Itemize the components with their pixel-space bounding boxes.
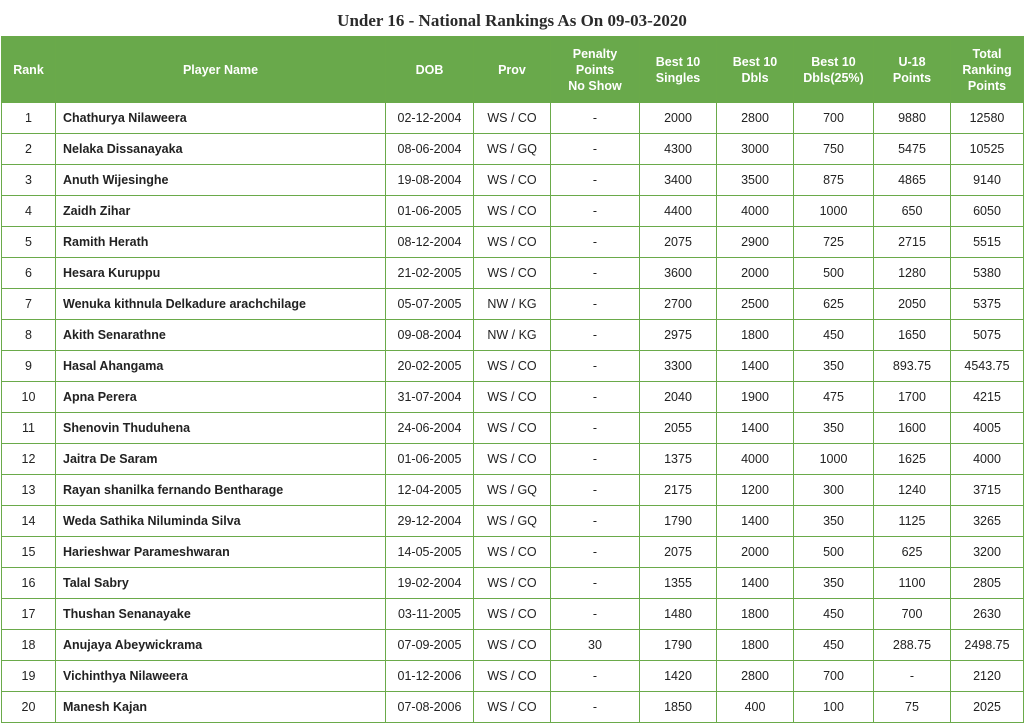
u18-points-cell: 1280 bbox=[874, 258, 951, 289]
best10-singles-cell: 1850 bbox=[640, 692, 717, 723]
prov-cell: WS / CO bbox=[474, 103, 551, 134]
prov-cell: WS / GQ bbox=[474, 506, 551, 537]
best10-dbls25-cell: 1000 bbox=[794, 444, 874, 475]
player-name-cell: Harieshwar Parameshwaran bbox=[56, 537, 386, 568]
best10-dbls-cell: 4000 bbox=[717, 444, 794, 475]
best10-singles-cell: 1790 bbox=[640, 630, 717, 661]
rank-cell: 20 bbox=[2, 692, 56, 723]
total-points-cell: 6050 bbox=[951, 196, 1024, 227]
dob-cell: 09-08-2004 bbox=[386, 320, 474, 351]
player-name-cell: Wenuka kithnula Delkadure arachchilage bbox=[56, 289, 386, 320]
player-name-cell: Hesara Kuruppu bbox=[56, 258, 386, 289]
dob-cell: 29-12-2004 bbox=[386, 506, 474, 537]
best10-singles-cell: 2975 bbox=[640, 320, 717, 351]
best10-dbls25-cell: 100 bbox=[794, 692, 874, 723]
penalty-cell: - bbox=[551, 165, 640, 196]
dob-cell: 14-05-2005 bbox=[386, 537, 474, 568]
rank-cell: 2 bbox=[2, 134, 56, 165]
player-name-cell: Ramith Herath bbox=[56, 227, 386, 258]
best10-dbls-cell: 3500 bbox=[717, 165, 794, 196]
total-points-cell: 2805 bbox=[951, 568, 1024, 599]
total-points-cell: 5380 bbox=[951, 258, 1024, 289]
total-points-cell: 3265 bbox=[951, 506, 1024, 537]
table-row bbox=[2, 382, 1024, 413]
header-best10-dbls: Best 10 Dbls bbox=[717, 37, 794, 103]
best10-dbls25-cell: 500 bbox=[794, 537, 874, 568]
best10-dbls25-cell: 450 bbox=[794, 320, 874, 351]
best10-singles-cell: 2075 bbox=[640, 537, 717, 568]
total-points-cell: 3715 bbox=[951, 475, 1024, 506]
u18-points-cell: 650 bbox=[874, 196, 951, 227]
best10-dbls25-cell: 625 bbox=[794, 289, 874, 320]
table-row bbox=[2, 630, 1024, 661]
table-row bbox=[2, 475, 1024, 506]
u18-points-cell: 1650 bbox=[874, 320, 951, 351]
dob-cell: 24-06-2004 bbox=[386, 413, 474, 444]
best10-singles-cell: 1355 bbox=[640, 568, 717, 599]
prov-cell: WS / CO bbox=[474, 537, 551, 568]
best10-dbls-cell: 1800 bbox=[717, 599, 794, 630]
prov-cell: WS / CO bbox=[474, 196, 551, 227]
total-points-cell: 4215 bbox=[951, 382, 1024, 413]
best10-singles-cell: 4300 bbox=[640, 134, 717, 165]
u18-points-cell: 1125 bbox=[874, 506, 951, 537]
u18-points-cell: 4865 bbox=[874, 165, 951, 196]
dob-cell: 02-12-2004 bbox=[386, 103, 474, 134]
total-points-cell: 5075 bbox=[951, 320, 1024, 351]
rank-cell: 5 bbox=[2, 227, 56, 258]
best10-dbls25-cell: 725 bbox=[794, 227, 874, 258]
rank-cell: 9 bbox=[2, 351, 56, 382]
header-dob: DOB bbox=[386, 37, 474, 103]
player-name-cell: Akith Senarathne bbox=[56, 320, 386, 351]
best10-singles-cell: 2055 bbox=[640, 413, 717, 444]
best10-singles-cell: 3600 bbox=[640, 258, 717, 289]
total-points-cell: 9140 bbox=[951, 165, 1024, 196]
dob-cell: 20-02-2005 bbox=[386, 351, 474, 382]
dob-cell: 08-06-2004 bbox=[386, 134, 474, 165]
best10-dbls25-cell: 1000 bbox=[794, 196, 874, 227]
rank-cell: 13 bbox=[2, 475, 56, 506]
prov-cell: WS / CO bbox=[474, 413, 551, 444]
best10-singles-cell: 2175 bbox=[640, 475, 717, 506]
header-player-name: Player Name bbox=[56, 37, 386, 103]
penalty-cell: - bbox=[551, 103, 640, 134]
table-row bbox=[2, 320, 1024, 351]
best10-dbls25-cell: 750 bbox=[794, 134, 874, 165]
penalty-cell: - bbox=[551, 475, 640, 506]
header-best10-dbls25: Best 10 Dbls(25%) bbox=[794, 37, 874, 103]
total-points-cell: 3200 bbox=[951, 537, 1024, 568]
total-points-cell: 2630 bbox=[951, 599, 1024, 630]
best10-dbls25-cell: 700 bbox=[794, 103, 874, 134]
prov-cell: WS / CO bbox=[474, 599, 551, 630]
u18-points-cell: 893.75 bbox=[874, 351, 951, 382]
penalty-cell: - bbox=[551, 320, 640, 351]
table-row bbox=[2, 134, 1024, 165]
best10-dbls-cell: 1200 bbox=[717, 475, 794, 506]
best10-dbls25-cell: 300 bbox=[794, 475, 874, 506]
best10-dbls25-cell: 350 bbox=[794, 506, 874, 537]
total-points-cell: 5515 bbox=[951, 227, 1024, 258]
rank-cell: 10 bbox=[2, 382, 56, 413]
total-points-cell: 2498.75 bbox=[951, 630, 1024, 661]
penalty-cell: - bbox=[551, 692, 640, 723]
table-row bbox=[2, 661, 1024, 692]
best10-dbls-cell: 400 bbox=[717, 692, 794, 723]
player-name-cell: Thushan Senanayake bbox=[56, 599, 386, 630]
u18-points-cell: 9880 bbox=[874, 103, 951, 134]
header-u18-points: U-18 Points bbox=[874, 37, 951, 103]
best10-dbls25-cell: 450 bbox=[794, 630, 874, 661]
dob-cell: 19-02-2004 bbox=[386, 568, 474, 599]
table-header-row bbox=[2, 37, 1024, 103]
best10-dbls25-cell: 350 bbox=[794, 568, 874, 599]
rank-cell: 14 bbox=[2, 506, 56, 537]
penalty-cell: - bbox=[551, 227, 640, 258]
player-name-cell: Rayan shanilka fernando Bentharage bbox=[56, 475, 386, 506]
best10-singles-cell: 2075 bbox=[640, 227, 717, 258]
best10-singles-cell: 2700 bbox=[640, 289, 717, 320]
total-points-cell: 4000 bbox=[951, 444, 1024, 475]
best10-dbls-cell: 2800 bbox=[717, 103, 794, 134]
player-name-cell: Chathurya Nilaweera bbox=[56, 103, 386, 134]
player-name-cell: Apna Perera bbox=[56, 382, 386, 413]
penalty-cell: - bbox=[551, 444, 640, 475]
dob-cell: 03-11-2005 bbox=[386, 599, 474, 630]
dob-cell: 21-02-2005 bbox=[386, 258, 474, 289]
rank-cell: 6 bbox=[2, 258, 56, 289]
prov-cell: WS / CO bbox=[474, 568, 551, 599]
best10-singles-cell: 1790 bbox=[640, 506, 717, 537]
best10-dbls-cell: 1400 bbox=[717, 413, 794, 444]
header-total-points: Total Ranking Points bbox=[951, 37, 1024, 103]
total-points-cell: 5375 bbox=[951, 289, 1024, 320]
dob-cell: 01-12-2006 bbox=[386, 661, 474, 692]
header-best10-singles: Best 10 Singles bbox=[640, 37, 717, 103]
u18-points-cell: 1625 bbox=[874, 444, 951, 475]
u18-points-cell: 1240 bbox=[874, 475, 951, 506]
u18-points-cell: 1100 bbox=[874, 568, 951, 599]
best10-singles-cell: 2040 bbox=[640, 382, 717, 413]
table-row bbox=[2, 351, 1024, 382]
player-name-cell: Anujaya Abeywickrama bbox=[56, 630, 386, 661]
best10-singles-cell: 3300 bbox=[640, 351, 717, 382]
dob-cell: 07-08-2006 bbox=[386, 692, 474, 723]
dob-cell: 01-06-2005 bbox=[386, 444, 474, 475]
total-points-cell: 4543.75 bbox=[951, 351, 1024, 382]
player-name-cell: Weda Sathika Niluminda Silva bbox=[56, 506, 386, 537]
penalty-cell: - bbox=[551, 382, 640, 413]
penalty-cell: - bbox=[551, 289, 640, 320]
rank-cell: 17 bbox=[2, 599, 56, 630]
prov-cell: WS / CO bbox=[474, 258, 551, 289]
best10-dbls-cell: 1900 bbox=[717, 382, 794, 413]
best10-dbls-cell: 1800 bbox=[717, 630, 794, 661]
total-points-cell: 12580 bbox=[951, 103, 1024, 134]
best10-dbls-cell: 1800 bbox=[717, 320, 794, 351]
rank-cell: 7 bbox=[2, 289, 56, 320]
rank-cell: 19 bbox=[2, 661, 56, 692]
penalty-cell: - bbox=[551, 413, 640, 444]
page-title: Under 16 - National Rankings As On 09-03-2020 bbox=[337, 11, 687, 30]
prov-cell: WS / GQ bbox=[474, 475, 551, 506]
table-row bbox=[2, 196, 1024, 227]
prov-cell: WS / CO bbox=[474, 661, 551, 692]
player-name-cell: Shenovin Thuduhena bbox=[56, 413, 386, 444]
best10-dbls-cell: 1400 bbox=[717, 506, 794, 537]
player-name-cell: Talal Sabry bbox=[56, 568, 386, 599]
u18-points-cell: 625 bbox=[874, 537, 951, 568]
total-points-cell: 2025 bbox=[951, 692, 1024, 723]
player-name-cell: Zaidh Zihar bbox=[56, 196, 386, 227]
best10-dbls-cell: 3000 bbox=[717, 134, 794, 165]
dob-cell: 12-04-2005 bbox=[386, 475, 474, 506]
player-name-cell: Anuth Wijesinghe bbox=[56, 165, 386, 196]
prov-cell: NW / KG bbox=[474, 289, 551, 320]
dob-cell: 05-07-2005 bbox=[386, 289, 474, 320]
penalty-cell: - bbox=[551, 196, 640, 227]
u18-points-cell: 1600 bbox=[874, 413, 951, 444]
penalty-cell: - bbox=[551, 258, 640, 289]
best10-dbls-cell: 2000 bbox=[717, 258, 794, 289]
table-row bbox=[2, 103, 1024, 134]
table-row bbox=[2, 227, 1024, 258]
u18-points-cell: 700 bbox=[874, 599, 951, 630]
dob-cell: 08-12-2004 bbox=[386, 227, 474, 258]
best10-dbls-cell: 2500 bbox=[717, 289, 794, 320]
best10-singles-cell: 1375 bbox=[640, 444, 717, 475]
rank-cell: 8 bbox=[2, 320, 56, 351]
table-row bbox=[2, 258, 1024, 289]
best10-singles-cell: 4400 bbox=[640, 196, 717, 227]
u18-points-cell: 75 bbox=[874, 692, 951, 723]
rank-cell: 3 bbox=[2, 165, 56, 196]
dob-cell: 01-06-2005 bbox=[386, 196, 474, 227]
u18-points-cell: 5475 bbox=[874, 134, 951, 165]
rank-cell: 16 bbox=[2, 568, 56, 599]
prov-cell: WS / CO bbox=[474, 227, 551, 258]
prov-cell: WS / CO bbox=[474, 382, 551, 413]
player-name-cell: Hasal Ahangama bbox=[56, 351, 386, 382]
table-row bbox=[2, 599, 1024, 630]
table-row bbox=[2, 289, 1024, 320]
best10-dbls25-cell: 700 bbox=[794, 661, 874, 692]
best10-singles-cell: 1420 bbox=[640, 661, 717, 692]
player-name-cell: Jaitra De Saram bbox=[56, 444, 386, 475]
best10-dbls25-cell: 875 bbox=[794, 165, 874, 196]
header-prov: Prov bbox=[474, 37, 551, 103]
total-points-cell: 10525 bbox=[951, 134, 1024, 165]
best10-dbls-cell: 1400 bbox=[717, 351, 794, 382]
prov-cell: WS / CO bbox=[474, 630, 551, 661]
table-row bbox=[2, 413, 1024, 444]
dob-cell: 07-09-2005 bbox=[386, 630, 474, 661]
rankings-table bbox=[1, 36, 1024, 723]
best10-dbls25-cell: 500 bbox=[794, 258, 874, 289]
u18-points-cell: 1700 bbox=[874, 382, 951, 413]
penalty-cell: - bbox=[551, 506, 640, 537]
best10-dbls25-cell: 350 bbox=[794, 413, 874, 444]
rank-cell: 18 bbox=[2, 630, 56, 661]
prov-cell: WS / GQ bbox=[474, 134, 551, 165]
best10-dbls25-cell: 350 bbox=[794, 351, 874, 382]
best10-dbls-cell: 2900 bbox=[717, 227, 794, 258]
best10-dbls25-cell: 450 bbox=[794, 599, 874, 630]
best10-singles-cell: 3400 bbox=[640, 165, 717, 196]
penalty-cell: - bbox=[551, 599, 640, 630]
best10-singles-cell: 1480 bbox=[640, 599, 717, 630]
prov-cell: WS / CO bbox=[474, 444, 551, 475]
penalty-cell: - bbox=[551, 351, 640, 382]
rank-cell: 15 bbox=[2, 537, 56, 568]
rank-cell: 4 bbox=[2, 196, 56, 227]
best10-dbls-cell: 1400 bbox=[717, 568, 794, 599]
prov-cell: NW / KG bbox=[474, 320, 551, 351]
u18-points-cell: - bbox=[874, 661, 951, 692]
best10-dbls25-cell: 475 bbox=[794, 382, 874, 413]
penalty-cell: - bbox=[551, 134, 640, 165]
dob-cell: 31-07-2004 bbox=[386, 382, 474, 413]
penalty-cell: 30 bbox=[551, 630, 640, 661]
table-row bbox=[2, 537, 1024, 568]
prov-cell: WS / CO bbox=[474, 351, 551, 382]
penalty-cell: - bbox=[551, 537, 640, 568]
best10-singles-cell: 2000 bbox=[640, 103, 717, 134]
total-points-cell: 2120 bbox=[951, 661, 1024, 692]
total-points-cell: 4005 bbox=[951, 413, 1024, 444]
header-rank: Rank bbox=[2, 37, 56, 103]
player-name-cell: Vichinthya Nilaweera bbox=[56, 661, 386, 692]
table-row bbox=[2, 568, 1024, 599]
header-penalty: Penalty Points No Show bbox=[551, 37, 640, 103]
best10-dbls-cell: 2800 bbox=[717, 661, 794, 692]
dob-cell: 19-08-2004 bbox=[386, 165, 474, 196]
penalty-cell: - bbox=[551, 568, 640, 599]
rank-cell: 12 bbox=[2, 444, 56, 475]
player-name-cell: Nelaka Dissanayaka bbox=[56, 134, 386, 165]
best10-dbls-cell: 4000 bbox=[717, 196, 794, 227]
u18-points-cell: 2715 bbox=[874, 227, 951, 258]
rank-cell: 1 bbox=[2, 103, 56, 134]
prov-cell: WS / CO bbox=[474, 165, 551, 196]
table-row bbox=[2, 444, 1024, 475]
u18-points-cell: 2050 bbox=[874, 289, 951, 320]
u18-points-cell: 288.75 bbox=[874, 630, 951, 661]
rank-cell: 11 bbox=[2, 413, 56, 444]
player-name-cell: Manesh Kajan bbox=[56, 692, 386, 723]
table-row bbox=[2, 506, 1024, 537]
table-row bbox=[2, 165, 1024, 196]
best10-dbls-cell: 2000 bbox=[717, 537, 794, 568]
penalty-cell: - bbox=[551, 661, 640, 692]
prov-cell: WS / CO bbox=[474, 692, 551, 723]
